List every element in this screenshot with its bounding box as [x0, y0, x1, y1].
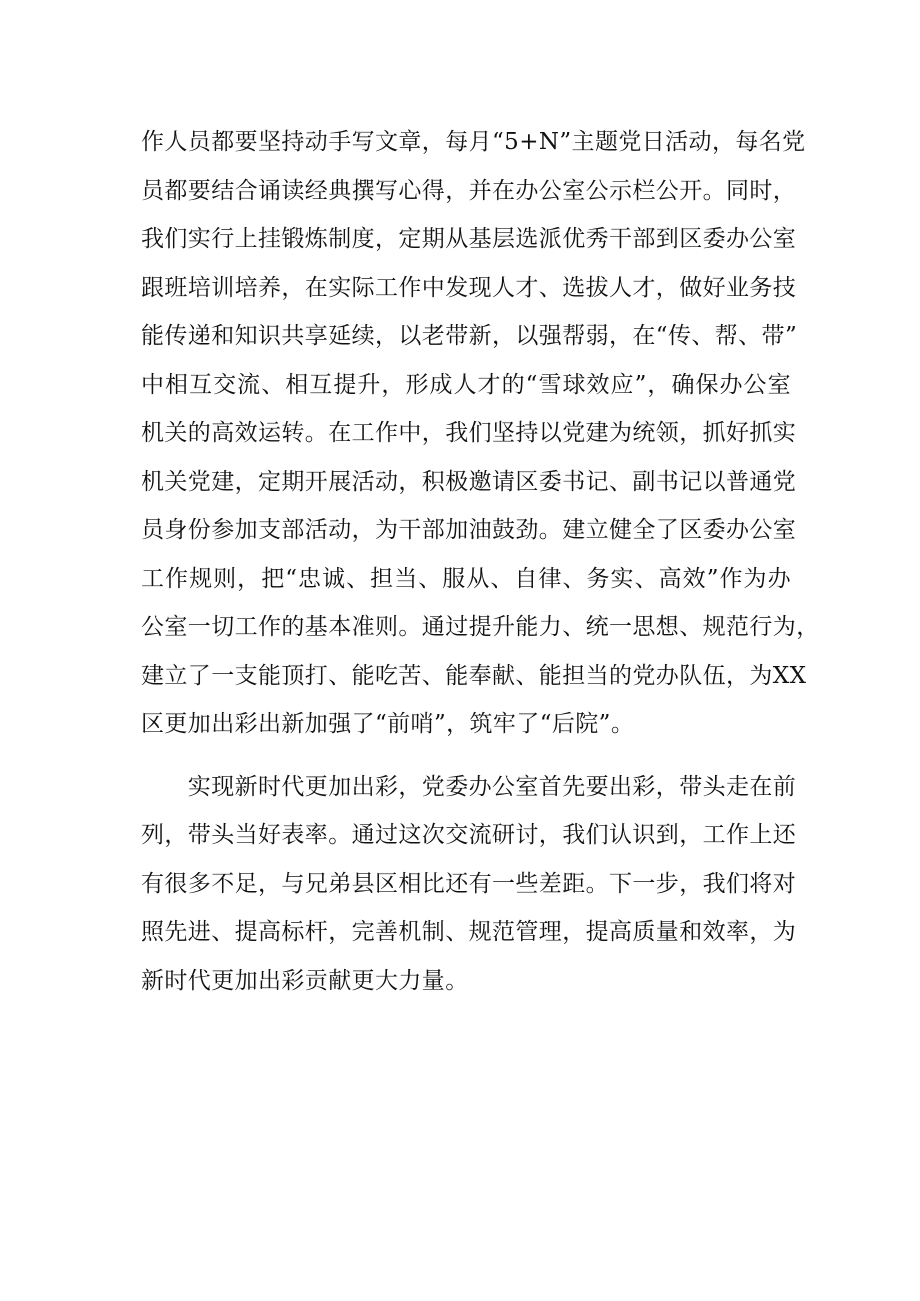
paragraph-spacer — [141, 749, 791, 763]
text-line: 列，带头当好表率。通过这次交流研讨，我们认识到，工作上还 — [141, 822, 797, 848]
text-line: 实现新时代更加出彩，党委办公室首先要出彩，带头走在前 — [141, 773, 797, 800]
text-line: 公室一切工作的基本准则。通过提升能力、统一思想、规范行为， — [141, 614, 820, 640]
text-line: 跟班培训培养，在实际工作中发现人才、选拔人才，做好业务技 — [141, 274, 797, 301]
text-line: 建立了一支能顶打、能吃苦、能奉献、能担当的党办队伍，为XX — [141, 662, 807, 689]
text-line: 员身份参加支部活动，为干部加油鼓劲。建立健全了区委办公室 — [141, 517, 797, 543]
text-line: 员都要结合诵读经典撰写心得，并在办公室公示栏公开。同时， — [141, 177, 797, 204]
paragraph-2 — [141, 763, 797, 1006]
paragraph-1 — [141, 118, 820, 749]
text-line: 有很多不足，与兄弟县区相比还有一些差距。下一步，我们将对 — [141, 870, 797, 897]
text-line-last: 区更加出彩出新加强了“前哨”，筑牢了“后院”。 — [141, 711, 635, 737]
text-line: 照先进、提高标杆，完善机制、规范管理，提高质量和效率，为 — [141, 919, 797, 945]
text-line: 中相互交流、相互提升，形成人才的“雪球效应”，确保办公室 — [141, 371, 791, 398]
text-line: 我们实行上挂锻炼制度，定期从基层选派优秀干部到区委办公室 — [141, 226, 797, 252]
text-line: 作人员都要坚持动手写文章，每月“5+N”主题党日活动，每名党 — [141, 129, 806, 155]
text-line: 能传递和知识共享延续，以老带新，以强帮弱，在“传、帮、带” — [141, 323, 798, 349]
text-line: 工作规则，把“忠诚、担当、服从、自律、务实、高效”作为办 — [141, 565, 791, 592]
body-text — [141, 118, 820, 1005]
text-line-last: 新时代更加出彩贡献更大力量。 — [141, 967, 469, 994]
text-line: 机关党建，定期开展活动，积极邀请区委书记、副书记以普通党 — [141, 468, 797, 495]
text-line: 机关的高效运转。在工作中，我们坚持以党建为统领，抓好抓实 — [141, 420, 797, 446]
